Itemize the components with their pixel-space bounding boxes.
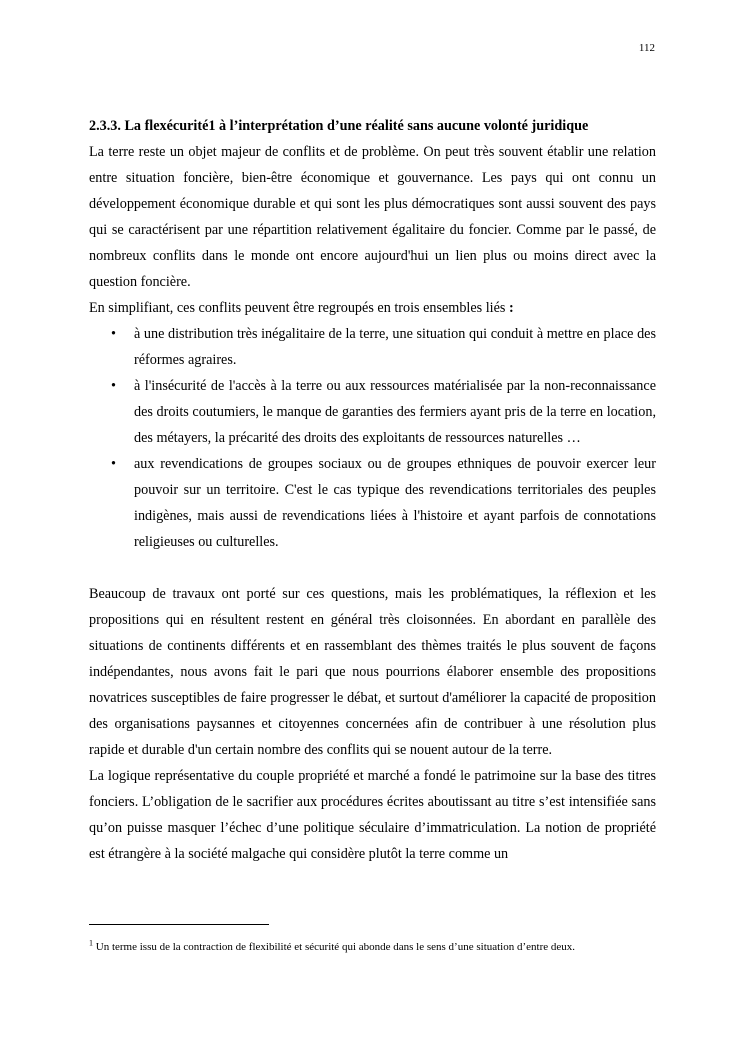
conflict-groups-colon: : (509, 300, 514, 316)
list-item (89, 373, 656, 451)
bullet-icon: • (111, 326, 116, 342)
conflict-groups-text: En simplifiant, ces conflits peuvent être regroupés en trois ensembles liés (89, 300, 509, 316)
paragraph-spacer (89, 555, 656, 581)
section-heading: 2.3.3. La flexécurité1 à l’interprétation d’une réalité sans aucune volonté juridique (89, 118, 589, 134)
conflict-list (89, 321, 656, 555)
footnote-text: Un terme issu de la contraction de flexibilité et sécurité qui abonde dans le sens d’une situation d’entre deux. (93, 941, 576, 953)
main-content (89, 113, 656, 867)
bullet-icon: • (111, 378, 116, 394)
paragraph-research: Beaucoup de travaux ont porté sur ces questions, mais les problématiques, la réflexion et les propositions qui en résultent restent en général très cloisonnées. En abordant en parallèle des situations de continents différents et en rassemblant des thèmes traités le plus souvent de façons indépendantes, nous avons fait le pari que nous pourrions élaborer ensemble des propositions novatrices susceptibles de faire progresser le débat, et surtout d'améliorer la capacité de proposition des organisations paysannes et citoyennes concernées afin de contribuer à une résolution plus rapide et durable d'un certain nombre des conflits qui se nouent autour de la terre. (89, 586, 656, 758)
list-item (89, 451, 656, 555)
list-item (89, 321, 656, 373)
footnote-divider (89, 924, 269, 925)
list-item-text: à l'insécurité de l'accès à la terre ou aux ressources matérialisée par la non-reconnaissance des droits coutumiers, le manque de garanties des fermiers ayant pris de la terre en location, des métayers, la précarité des droits des exploitants de ressources naturelles … (134, 378, 656, 446)
footnote (89, 940, 689, 954)
bullet-icon: • (111, 456, 116, 472)
paragraph-conflict-groups (89, 295, 656, 321)
page-number: 112 (638, 42, 655, 54)
list-item-text: à une distribution très inégalitaire de la terre, une situation qui conduit à mettre en place des réformes agraires. (134, 326, 656, 368)
footnote-marker: 1 (89, 938, 93, 948)
paragraph-land-conflicts: La terre reste un objet majeur de conflits et de problème. On peut très souvent établir une relation entre situation foncière, bien-être économique et gouvernance. Les pays qui ont connu un développement économique durable et qui sont les plus démocratiques sont aussi souvent des pays qui se caractérisent par une répartition relativement égalitaire du foncier. Comme par le passé, de nombreux conflits dans le monde ont encore aujourd'hui un lien plus ou moins direct avec la question foncière. (89, 144, 656, 290)
list-item-text: aux revendications de groupes sociaux ou de groupes ethniques de pouvoir exercer leur pouvoir sur un territoire. C'est le cas typique des revendications territoriales des peuples indigènes, mais aussi de revendications liées à l'histoire et ayant parfois de connotations religieuses ou culturelles. (134, 456, 656, 550)
paragraph-property-logic: La logique représentative du couple propriété et marché a fondé le patrimoine sur la base des titres fonciers. L’obligation de le sacrifier aux procédures écrites aboutissant au titre s’est intensifiée sans qu’on puisse masquer l’échec d’une politique séculaire d’immatriculation. La notion de propriété est étrangère à la société malgache qui considère plutôt la terre comme un (89, 768, 656, 862)
